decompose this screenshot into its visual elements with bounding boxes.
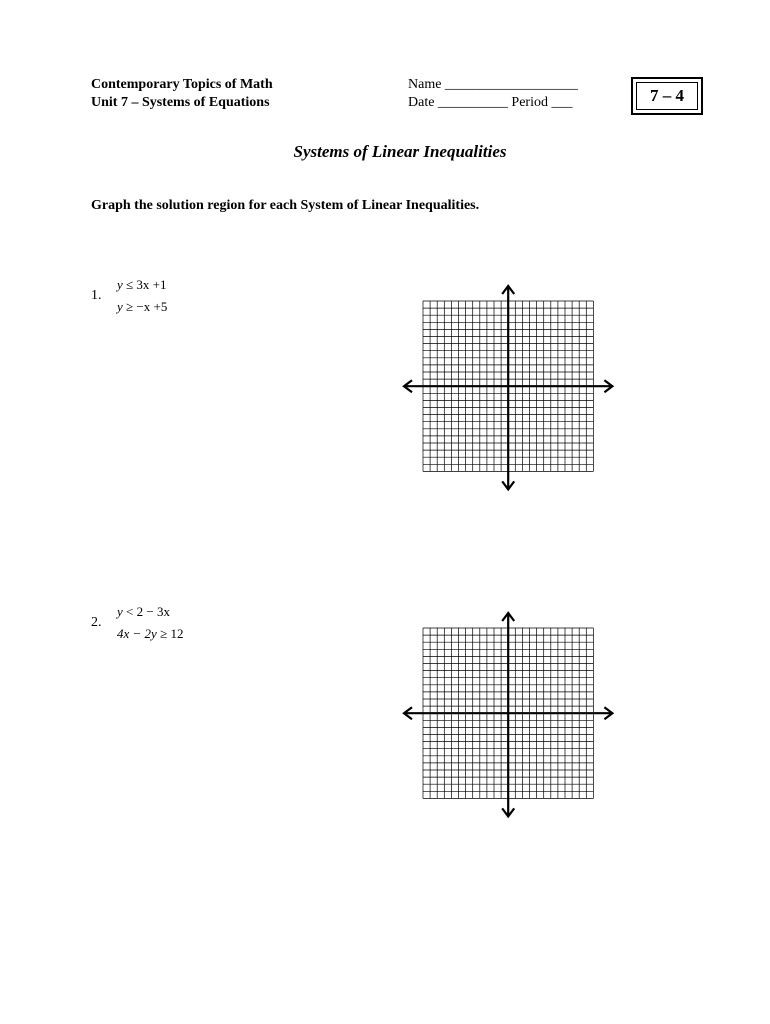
problem-2-inequalities — [117, 601, 183, 645]
inequality-lhs: y — [117, 277, 123, 292]
name-field[interactable]: Name ___________________ — [408, 77, 578, 92]
problem-2-number: 2. — [91, 615, 102, 630]
unit-title: Unit 7 – Systems of Equations — [91, 95, 270, 110]
lesson-number-box — [631, 77, 703, 115]
student-info — [408, 76, 578, 112]
lesson-number: 7 – 4 — [636, 82, 698, 110]
problem-1-inequalities — [117, 274, 167, 318]
course-header — [91, 76, 273, 112]
inequality-op: ≤ — [126, 277, 134, 292]
instructions: Graph the solution region for each System of Linear Inequalities. — [91, 198, 480, 213]
inequality-1a — [117, 274, 167, 296]
inequality-1b — [117, 296, 167, 318]
inequality-op: < — [126, 604, 134, 619]
coordinate-grid-2[interactable] — [400, 611, 616, 835]
inequality-rhs: 3x +1 — [136, 277, 167, 292]
problem-1-number: 1. — [91, 288, 102, 303]
inequality-2a — [117, 601, 183, 623]
inequality-lhs: 4x − 2y — [117, 626, 157, 641]
inequality-rhs: 2 − 3x — [136, 604, 170, 619]
inequality-2b — [117, 623, 183, 645]
inequality-lhs: y — [117, 299, 123, 314]
inequality-rhs: 12 — [170, 626, 184, 641]
page-title: Systems of Linear Inequalities — [293, 142, 507, 161]
coordinate-grid-1[interactable] — [400, 284, 616, 506]
inequality-op: ≥ — [160, 626, 168, 641]
date-period-field[interactable]: Date __________ Period ___ — [408, 95, 573, 110]
course-title: Contemporary Topics of Math — [91, 77, 273, 92]
inequality-lhs: y — [117, 604, 123, 619]
inequality-rhs: −x +5 — [136, 299, 168, 314]
inequality-op: ≥ — [126, 299, 134, 314]
